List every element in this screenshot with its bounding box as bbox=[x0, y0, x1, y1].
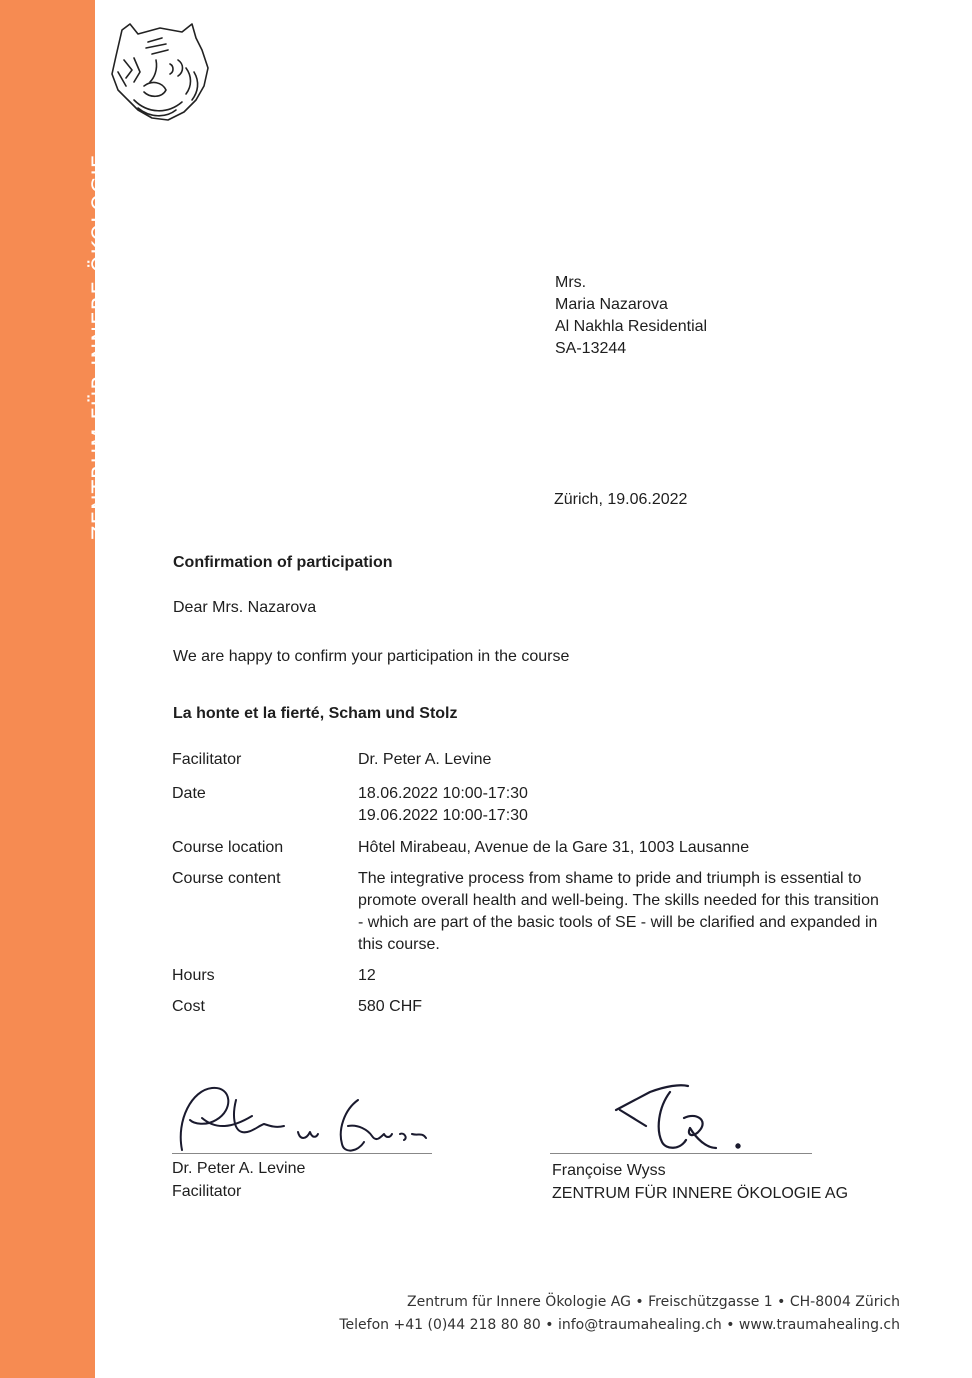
director-signer-org: ZENTRUM FÜR INNERE ÖKOLOGIE AG bbox=[552, 1185, 849, 1202]
recipient-address bbox=[555, 272, 707, 360]
hours-value: 12 bbox=[358, 967, 376, 984]
content-value: The integrative process from shame to pride and triumph is essential to promote overall health and well-being. The skills needed for this transition - which are part of the basic tools of SE - will be clarified and expanded in this course. bbox=[358, 870, 879, 953]
sidebar-org-name: ZENTRUM FÜR INNERE ÖKOLOGIE bbox=[88, 153, 112, 540]
recipient-salutation: Mrs. bbox=[555, 274, 587, 291]
director-signature bbox=[610, 1078, 750, 1156]
footer-contact: Telefon +41 (0)44 218 80 80 • info@traumahealing.ch • www.traumahealing.ch bbox=[339, 1317, 900, 1333]
facilitator-signer-name: Dr. Peter A. Levine bbox=[172, 1160, 306, 1177]
date-line: Zürich, 19.06.2022 bbox=[554, 491, 688, 508]
course-title: La honte et la fierté, Scham und Stolz bbox=[173, 705, 458, 722]
recipient-name: Maria Nazarova bbox=[555, 296, 668, 313]
signature-line-right bbox=[550, 1153, 812, 1154]
location-label: Course location bbox=[172, 839, 284, 856]
content-label: Course content bbox=[172, 870, 281, 887]
footer-address: Zentrum für Innere Ökologie AG • Freischützgasse 1 • CH-8004 Zürich bbox=[407, 1294, 900, 1310]
date-value-1: 18.06.2022 10:00-17:30 bbox=[358, 785, 528, 802]
recipient-street: Al Nakhla Residential bbox=[555, 318, 708, 335]
cost-label: Cost bbox=[172, 998, 205, 1015]
date-value-2: 19.06.2022 10:00-17:30 bbox=[358, 807, 528, 824]
recipient-city: SA-13244 bbox=[555, 340, 627, 357]
director-signer-name: Françoise Wyss bbox=[552, 1162, 666, 1179]
cost-value: 580 CHF bbox=[358, 998, 423, 1015]
tiger-logo-icon bbox=[104, 20, 216, 124]
signature-line-left bbox=[172, 1153, 432, 1154]
intro-text: We are happy to confirm your participation in the course bbox=[173, 648, 570, 665]
facilitator-signature bbox=[172, 1080, 434, 1160]
facilitator-label: Facilitator bbox=[172, 751, 242, 768]
facilitator-value: Dr. Peter A. Levine bbox=[358, 751, 492, 768]
date-label: Date bbox=[172, 785, 206, 802]
hours-label: Hours bbox=[172, 967, 215, 984]
facilitator-signer-role: Facilitator bbox=[172, 1183, 242, 1200]
location-value: Hôtel Mirabeau, Avenue de la Gare 31, 1003 Lausanne bbox=[358, 839, 750, 856]
orange-sidebar bbox=[0, 0, 112, 1378]
letter-subject: Confirmation of participation bbox=[173, 554, 393, 571]
greeting: Dear Mrs. Nazarova bbox=[173, 599, 317, 616]
